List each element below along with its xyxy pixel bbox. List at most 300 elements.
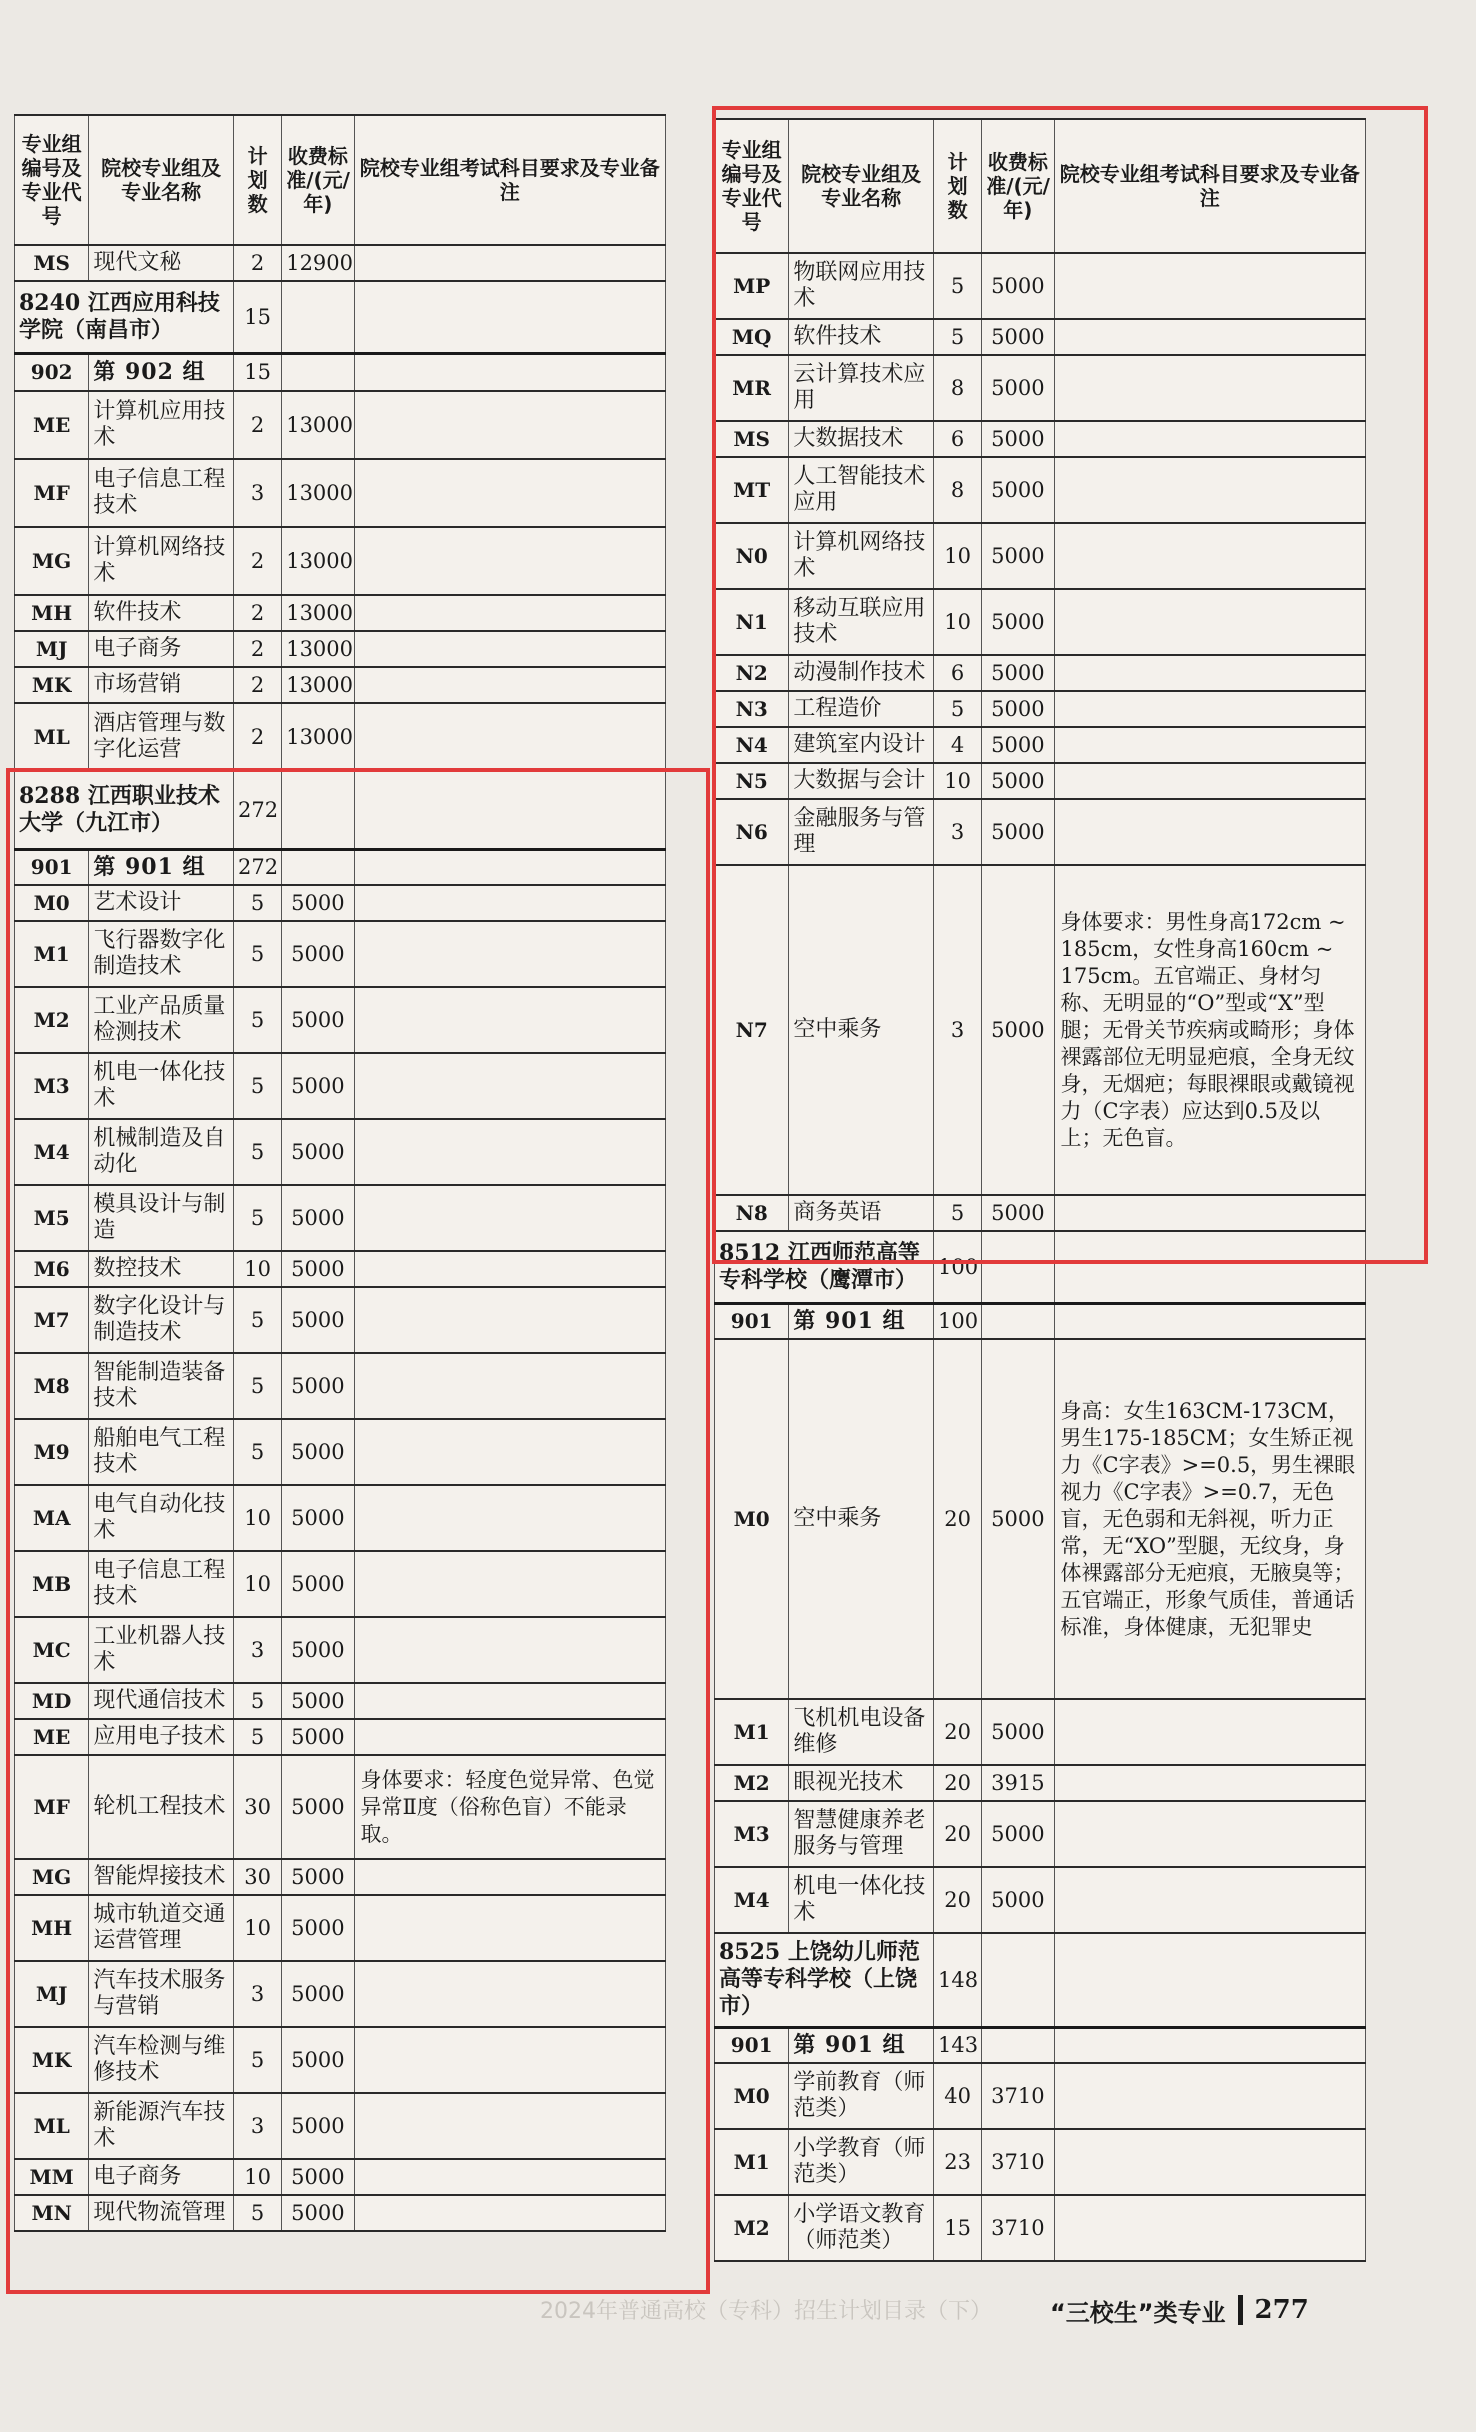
remarks-cell — [354, 987, 665, 1053]
remarks-cell — [354, 667, 665, 703]
remarks-cell — [354, 1419, 665, 1485]
major-row — [15, 245, 666, 281]
fee-amount: 13000 — [282, 391, 354, 459]
header-fee: 收费标准/(元/年) — [282, 115, 354, 245]
plan-count: 2 — [233, 595, 281, 631]
major-row — [715, 2063, 1366, 2129]
remarks-cell — [354, 1961, 665, 2027]
group-row — [15, 849, 666, 885]
major-name: 轮机工程技术 — [89, 1755, 234, 1859]
plan-count: 5 — [233, 987, 281, 1053]
remarks-cell — [1054, 2195, 1365, 2261]
major-code: M7 — [15, 1287, 89, 1353]
major-code: ML — [15, 703, 89, 771]
header-fee: 收费标准/(元/年) — [982, 119, 1054, 253]
major-row — [715, 691, 1366, 727]
major-row — [715, 1801, 1366, 1867]
remarks-cell — [1054, 589, 1365, 655]
major-code: N4 — [715, 727, 789, 763]
major-row — [15, 1419, 666, 1485]
major-row — [715, 1339, 1366, 1699]
major-row — [715, 589, 1366, 655]
remarks-cell — [1054, 1765, 1365, 1801]
major-name: 智能制造装备技术 — [89, 1353, 234, 1419]
plan-count: 10 — [933, 763, 981, 799]
major-name: 电子商务 — [89, 2159, 234, 2195]
remarks-cell — [1054, 253, 1365, 319]
remarks-cell — [1054, 319, 1365, 355]
major-row — [15, 527, 666, 595]
major-code: ME — [15, 391, 89, 459]
major-name: 建筑室内设计 — [789, 727, 934, 763]
major-name: 空中乘务 — [789, 1339, 934, 1699]
plan-count: 5 — [933, 691, 981, 727]
major-row — [15, 1053, 666, 1119]
fee-amount: 5000 — [282, 2195, 354, 2231]
fee-amount: 5000 — [282, 885, 354, 921]
major-row — [15, 1719, 666, 1755]
fee-amount: 13000 — [282, 527, 354, 595]
major-row — [715, 727, 1366, 763]
remarks-cell — [1054, 1195, 1365, 1231]
fee-amount: 5000 — [282, 1719, 354, 1755]
major-name: 模具设计与制造 — [89, 1185, 234, 1251]
major-code: MG — [15, 527, 89, 595]
major-name: 酒店管理与数字化运营 — [89, 703, 234, 771]
institution-row — [715, 1933, 1366, 2027]
major-name: 软件技术 — [89, 595, 234, 631]
major-row — [15, 631, 666, 667]
major-name: 新能源汽车技术 — [89, 2093, 234, 2159]
remarks-cell — [1054, 1801, 1365, 1867]
remarks-cell — [354, 771, 665, 849]
fee-amount: 3915 — [982, 1765, 1054, 1801]
header-row — [715, 119, 1366, 253]
plan-count: 3 — [933, 865, 981, 1195]
plan-count: 3 — [233, 2093, 281, 2159]
major-row — [15, 987, 666, 1053]
major-name: 数字化设计与制造技术 — [89, 1287, 234, 1353]
fee-amount: 5000 — [982, 655, 1054, 691]
remarks-cell — [354, 281, 665, 353]
major-code: MD — [15, 1683, 89, 1719]
major-code: 902 — [15, 353, 89, 391]
major-row — [715, 655, 1366, 691]
major-code: M0 — [15, 885, 89, 921]
major-code: M1 — [715, 1699, 789, 1765]
plan-count: 5 — [233, 1185, 281, 1251]
remarks-cell — [354, 1119, 665, 1185]
major-name: 飞机机电设备维修 — [789, 1699, 934, 1765]
institution-name: 8512 江西师范高等专科学校（鹰潭市） — [715, 1231, 934, 1303]
remarks-cell — [354, 245, 665, 281]
plan-count: 5 — [233, 1053, 281, 1119]
fee-amount: 3710 — [982, 2063, 1054, 2129]
major-code: N2 — [715, 655, 789, 691]
major-row — [15, 2027, 666, 2093]
major-name: 机电一体化技术 — [89, 1053, 234, 1119]
major-row — [15, 2159, 666, 2195]
major-name: 云计算技术应用 — [789, 355, 934, 421]
fee-amount — [982, 1303, 1054, 1339]
fee-amount: 5000 — [282, 987, 354, 1053]
major-name: 计算机网络技术 — [789, 523, 934, 589]
fee-amount: 5000 — [282, 1961, 354, 2027]
remarks-cell — [1054, 1699, 1365, 1765]
plan-count: 5 — [233, 2027, 281, 2093]
major-row — [15, 1551, 666, 1617]
plan-count: 15 — [233, 353, 281, 391]
major-row — [15, 2093, 666, 2159]
major-row — [715, 319, 1366, 355]
major-code: MM — [15, 2159, 89, 2195]
major-code: N1 — [715, 589, 789, 655]
plan-count: 5 — [233, 1683, 281, 1719]
left-admissions-table — [14, 114, 666, 2232]
fee-amount — [282, 849, 354, 885]
major-name: 艺术设计 — [89, 885, 234, 921]
plan-count: 23 — [933, 2129, 981, 2195]
major-code: M3 — [15, 1053, 89, 1119]
page-footer — [1050, 2290, 1309, 2330]
major-code: N0 — [715, 523, 789, 589]
major-code: M0 — [715, 2063, 789, 2129]
major-name: 数控技术 — [89, 1251, 234, 1287]
major-row — [715, 457, 1366, 523]
major-name: 动漫制作技术 — [789, 655, 934, 691]
institution-name: 8240 江西应用科技学院（南昌市） — [15, 281, 234, 353]
major-row — [715, 763, 1366, 799]
major-name: 现代文秘 — [89, 245, 234, 281]
major-name: 工业产品质量检测技术 — [89, 987, 234, 1053]
remarks-cell — [354, 353, 665, 391]
fee-amount: 5000 — [982, 1867, 1054, 1933]
plan-count: 30 — [233, 1859, 281, 1895]
plan-count: 2 — [233, 245, 281, 281]
institution-row — [715, 1231, 1366, 1303]
plan-count: 148 — [933, 1933, 981, 2027]
major-row — [15, 1755, 666, 1859]
fee-amount: 5000 — [982, 253, 1054, 319]
fee-amount: 5000 — [282, 1053, 354, 1119]
major-row — [15, 2195, 666, 2231]
fee-amount: 5000 — [982, 355, 1054, 421]
plan-count: 30 — [233, 1755, 281, 1859]
fee-amount: 5000 — [282, 1755, 354, 1859]
major-row — [15, 1895, 666, 1961]
plan-count: 20 — [933, 1339, 981, 1699]
fee-amount: 3710 — [982, 2195, 1054, 2261]
fee-amount: 5000 — [282, 1185, 354, 1251]
major-row — [15, 1287, 666, 1353]
major-name: 电子信息工程技术 — [89, 1551, 234, 1617]
fee-amount: 5000 — [982, 1339, 1054, 1699]
remarks-cell — [354, 631, 665, 667]
plan-count: 3 — [233, 459, 281, 527]
remarks-cell — [354, 527, 665, 595]
major-row — [715, 1195, 1366, 1231]
plan-count: 5 — [233, 1287, 281, 1353]
major-row — [715, 2129, 1366, 2195]
group-row — [15, 353, 666, 391]
remarks-cell — [1054, 763, 1365, 799]
major-code: MG — [15, 1859, 89, 1895]
plan-count: 3 — [233, 1617, 281, 1683]
major-row — [15, 1859, 666, 1895]
major-code: M4 — [715, 1867, 789, 1933]
major-name: 小学教育（师范类） — [789, 2129, 934, 2195]
header-plan: 计划数 — [933, 119, 981, 253]
fee-amount: 3710 — [982, 2129, 1054, 2195]
remarks-cell — [354, 885, 665, 921]
remarks-cell — [354, 391, 665, 459]
plan-count: 272 — [233, 849, 281, 885]
major-name: 汽车检测与维修技术 — [89, 2027, 234, 2093]
remarks-cell — [354, 1895, 665, 1961]
remarks-cell — [354, 459, 665, 527]
plan-count: 8 — [933, 355, 981, 421]
plan-count: 272 — [233, 771, 281, 849]
major-code: MN — [15, 2195, 89, 2231]
major-name: 船舶电气工程技术 — [89, 1419, 234, 1485]
major-row — [15, 595, 666, 631]
major-code: M4 — [15, 1119, 89, 1185]
major-code: MS — [715, 421, 789, 457]
plan-count: 20 — [933, 1867, 981, 1933]
plan-count: 40 — [933, 2063, 981, 2129]
group-name: 第 901 组 — [789, 2027, 934, 2063]
remarks-cell — [1054, 691, 1365, 727]
major-code: M1 — [15, 921, 89, 987]
plan-count: 10 — [233, 2159, 281, 2195]
remarks-cell — [1054, 799, 1365, 865]
fee-amount: 5000 — [282, 1119, 354, 1185]
fee-amount: 5000 — [982, 457, 1054, 523]
fee-cell — [982, 1231, 1054, 1303]
major-code: MK — [15, 667, 89, 703]
fee-amount: 5000 — [282, 1617, 354, 1683]
major-code: MH — [15, 1895, 89, 1961]
fee-amount: 5000 — [982, 727, 1054, 763]
major-code: M8 — [15, 1353, 89, 1419]
major-code: N8 — [715, 1195, 789, 1231]
major-row — [15, 459, 666, 527]
major-row — [715, 1699, 1366, 1765]
remarks-cell: 身体要求：男性身高172cm ~ 185cm，女性身高160cm ~ 175cm。五官端正、身材匀称、无明显的“O”型或“X”型腿；无骨关节疾病或畸形；身体裸露部位无明显疤痕，全身无纹身，无烟疤；每眼裸眼或戴镜视力（C字表）应达到0.5及以上；无色盲。 — [1054, 865, 1365, 1195]
fee-amount: 5000 — [282, 1485, 354, 1551]
fee-amount: 13000 — [282, 667, 354, 703]
remarks-cell — [354, 1251, 665, 1287]
header-remarks: 院校专业组考试科目要求及专业备注 — [354, 115, 665, 245]
group-row — [715, 1303, 1366, 1339]
major-row — [715, 1867, 1366, 1933]
fee-amount: 13000 — [282, 595, 354, 631]
right-admissions-table — [714, 118, 1366, 2262]
fee-amount: 13000 — [282, 631, 354, 667]
fee-amount: 5000 — [982, 523, 1054, 589]
fee-amount: 5000 — [982, 763, 1054, 799]
remarks-cell — [354, 2195, 665, 2231]
major-name: 城市轨道交通运营管理 — [89, 1895, 234, 1961]
plan-count: 5 — [233, 1353, 281, 1419]
plan-count: 2 — [233, 527, 281, 595]
plan-count: 4 — [933, 727, 981, 763]
major-name: 智慧健康养老服务与管理 — [789, 1801, 934, 1867]
remarks-cell — [1054, 1303, 1365, 1339]
major-row — [715, 523, 1366, 589]
major-row — [15, 667, 666, 703]
major-name: 电子信息工程技术 — [89, 459, 234, 527]
plan-count: 20 — [933, 1801, 981, 1867]
fee-amount: 5000 — [282, 1859, 354, 1895]
major-name: 小学语文教育（师范类） — [789, 2195, 934, 2261]
major-code: MA — [15, 1485, 89, 1551]
major-code: MT — [715, 457, 789, 523]
major-code: MJ — [15, 1961, 89, 2027]
header-name: 院校专业组及专业名称 — [89, 115, 234, 245]
remarks-cell — [1054, 2027, 1365, 2063]
major-code: MC — [15, 1617, 89, 1683]
major-name: 学前教育（师范类） — [789, 2063, 934, 2129]
plan-count: 5 — [233, 1119, 281, 1185]
major-name: 眼视光技术 — [789, 1765, 934, 1801]
major-row — [715, 1765, 1366, 1801]
major-code: M6 — [15, 1251, 89, 1287]
major-name: 工业机器人技术 — [89, 1617, 234, 1683]
major-code: N7 — [715, 865, 789, 1195]
major-code: MR — [715, 355, 789, 421]
fee-amount: 12900 — [282, 245, 354, 281]
major-row — [15, 1353, 666, 1419]
major-row — [715, 799, 1366, 865]
major-name: 飞行器数字化制造技术 — [89, 921, 234, 987]
major-name: 商务英语 — [789, 1195, 934, 1231]
fee-amount: 5000 — [282, 1895, 354, 1961]
major-row — [715, 865, 1366, 1195]
plan-count: 8 — [933, 457, 981, 523]
remarks-cell — [1054, 1867, 1365, 1933]
major-row — [15, 391, 666, 459]
major-code: M2 — [15, 987, 89, 1053]
fee-amount: 5000 — [282, 1353, 354, 1419]
remarks-cell — [1054, 1933, 1365, 2027]
fee-amount: 5000 — [282, 2027, 354, 2093]
plan-count: 5 — [233, 921, 281, 987]
plan-count: 20 — [933, 1765, 981, 1801]
major-row — [15, 1485, 666, 1551]
remarks-cell — [1054, 2129, 1365, 2195]
plan-count: 10 — [233, 1251, 281, 1287]
major-code: M9 — [15, 1419, 89, 1485]
header-code: 专业组编号及专业代号 — [15, 115, 89, 245]
header-code: 专业组编号及专业代号 — [715, 119, 789, 253]
remarks-cell — [354, 1551, 665, 1617]
fee-amount: 5000 — [982, 589, 1054, 655]
major-code: MJ — [15, 631, 89, 667]
header-plan: 计划数 — [233, 115, 281, 245]
remarks-cell — [1054, 2063, 1365, 2129]
major-code: MH — [15, 595, 89, 631]
plan-count: 10 — [233, 1485, 281, 1551]
institution-name: 8525 上饶幼儿师范高等专科学校（上饶市） — [715, 1933, 934, 2027]
remarks-cell: 身高：女生163CM-173CM，男生175-185CM；女生矫正视力《C字表》>=0.5，男生裸眼视力《C字表》>=0.7，无色盲，无色弱和无斜视，听力正常，无“XO”型腿，无纹身，身体裸露部分无疤痕，无腋臭等；五官端正，形象气质佳，普通话标准，身体健康，无犯罪史 — [1054, 1339, 1365, 1699]
major-code: 901 — [715, 2027, 789, 2063]
fee-amount: 5000 — [982, 319, 1054, 355]
plan-count: 2 — [233, 391, 281, 459]
major-name: 计算机应用技术 — [89, 391, 234, 459]
plan-count: 3 — [933, 799, 981, 865]
remarks-cell — [354, 1719, 665, 1755]
remarks-cell — [354, 703, 665, 771]
major-row — [715, 421, 1366, 457]
major-code: MQ — [715, 319, 789, 355]
fee-amount: 5000 — [982, 1195, 1054, 1231]
fee-amount: 5000 — [982, 865, 1054, 1195]
major-code: MK — [15, 2027, 89, 2093]
group-name: 第 901 组 — [89, 849, 234, 885]
remarks-cell — [1054, 655, 1365, 691]
plan-count: 5 — [233, 1419, 281, 1485]
fee-amount: 5000 — [982, 1699, 1054, 1765]
header-name: 院校专业组及专业名称 — [789, 119, 934, 253]
major-code: M2 — [715, 2195, 789, 2261]
major-name: 移动互联应用技术 — [789, 589, 934, 655]
major-name: 机械制造及自动化 — [89, 1119, 234, 1185]
major-name: 工程造价 — [789, 691, 934, 727]
major-row — [15, 1185, 666, 1251]
major-name: 空中乘务 — [789, 865, 934, 1195]
fee-amount: 5000 — [282, 2093, 354, 2159]
major-name: 汽车技术服务与营销 — [89, 1961, 234, 2027]
major-code: M2 — [715, 1765, 789, 1801]
fee-amount: 5000 — [982, 1801, 1054, 1867]
remarks-cell — [354, 1683, 665, 1719]
institution-row — [15, 771, 666, 849]
major-name: 智能焊接技术 — [89, 1859, 234, 1895]
fee-amount: 13000 — [282, 703, 354, 771]
plan-count: 3 — [233, 1961, 281, 2027]
plan-count: 10 — [933, 523, 981, 589]
fee-cell — [982, 1933, 1054, 2027]
major-row — [715, 253, 1366, 319]
remarks-cell — [354, 1859, 665, 1895]
major-name: 物联网应用技术 — [789, 253, 934, 319]
footer-section-title: “三校生”类专业 — [1050, 2298, 1226, 2327]
plan-count: 20 — [933, 1699, 981, 1765]
plan-count: 100 — [933, 1303, 981, 1339]
plan-count: 5 — [933, 1195, 981, 1231]
remarks-cell — [354, 2159, 665, 2195]
remarks-cell: 身体要求：轻度色觉异常、色觉异常Ⅱ度（俗称色盲）不能录取。 — [354, 1755, 665, 1859]
remarks-cell — [1054, 1231, 1365, 1303]
remarks-cell — [354, 1353, 665, 1419]
fee-amount — [982, 2027, 1054, 2063]
bleed-through-text: 2024年普通高校（专科）招生计划目录（下） — [540, 2299, 992, 2324]
plan-count: 10 — [233, 1895, 281, 1961]
institution-row — [15, 281, 666, 353]
remarks-cell — [354, 1185, 665, 1251]
major-name: 现代物流管理 — [89, 2195, 234, 2231]
major-name: 电气自动化技术 — [89, 1485, 234, 1551]
major-code: N6 — [715, 799, 789, 865]
major-row — [715, 2195, 1366, 2261]
major-name: 金融服务与管理 — [789, 799, 934, 865]
plan-count: 6 — [933, 655, 981, 691]
major-code: N3 — [715, 691, 789, 727]
group-row — [715, 2027, 1366, 2063]
remarks-cell — [354, 1485, 665, 1551]
major-code: MF — [15, 459, 89, 527]
